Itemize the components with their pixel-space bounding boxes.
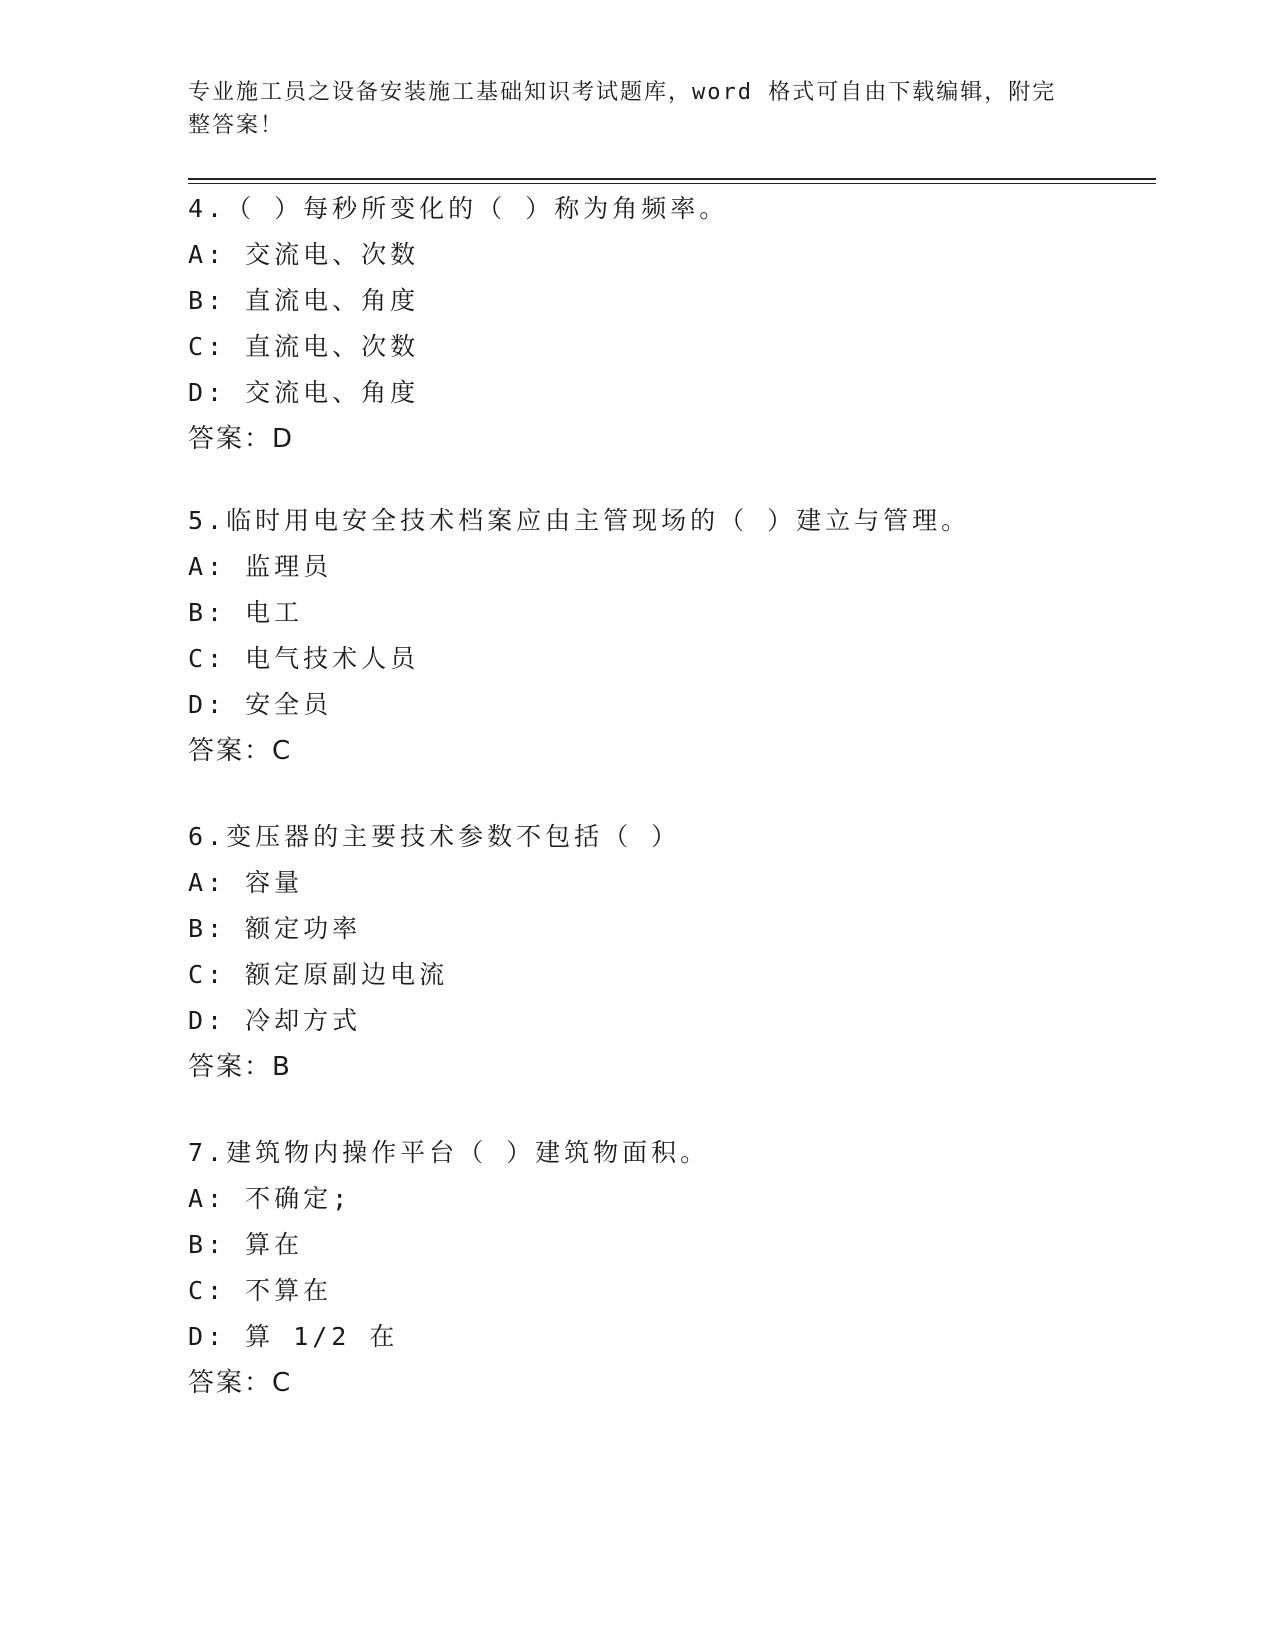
option-b: B: 直流电、角度 bbox=[188, 286, 420, 315]
question-4 bbox=[188, 186, 1138, 462]
option-c: C: 不算在 bbox=[188, 1276, 333, 1305]
option-a: A: 监理员 bbox=[188, 552, 333, 581]
option-b: B: 电工 bbox=[188, 598, 304, 627]
question-stem: 4.（ ）每秒所变化的（ ）称为角频率。 bbox=[188, 194, 729, 223]
header-divider-thin bbox=[188, 183, 1156, 184]
question-5 bbox=[188, 498, 1138, 774]
answer: 答案：C bbox=[188, 1368, 293, 1398]
answer: 答案：D bbox=[188, 424, 295, 454]
option-b: B: 额定功率 bbox=[188, 914, 362, 943]
option-d: D: 冷却方式 bbox=[188, 1006, 362, 1035]
question-stem: 7.建筑物内操作平台（ ）建筑物面积。 bbox=[188, 1138, 710, 1167]
answer: 答案：C bbox=[188, 736, 293, 766]
header-divider-thick bbox=[188, 178, 1156, 180]
question-6 bbox=[188, 814, 1138, 1090]
option-d: D: 交流电、角度 bbox=[188, 378, 420, 407]
document-header bbox=[188, 76, 1088, 142]
question-stem: 6.变压器的主要技术参数不包括（ ） bbox=[188, 822, 681, 851]
option-a: A: 容量 bbox=[188, 868, 304, 897]
option-b: B: 算在 bbox=[188, 1230, 304, 1259]
option-a: A: 不确定; bbox=[188, 1184, 352, 1213]
option-d: D: 算 1/2 在 bbox=[188, 1322, 399, 1351]
header-line-2: 整答案！ bbox=[188, 113, 285, 138]
option-a: A: 交流电、次数 bbox=[188, 240, 420, 269]
answer: 答案：B bbox=[188, 1052, 292, 1082]
header-line-1: 专业施工员之设备安装施工基础知识考试题库，word 格式可自由下载编辑，附完 bbox=[188, 80, 1057, 105]
option-c: C: 电气技术人员 bbox=[188, 644, 420, 673]
question-7 bbox=[188, 1130, 1138, 1406]
option-c: C: 直流电、次数 bbox=[188, 332, 420, 361]
option-c: C: 额定原副边电流 bbox=[188, 960, 449, 989]
question-stem: 5.临时用电安全技术档案应由主管现场的（ ）建立与管理。 bbox=[188, 506, 971, 535]
option-d: D: 安全员 bbox=[188, 690, 333, 719]
